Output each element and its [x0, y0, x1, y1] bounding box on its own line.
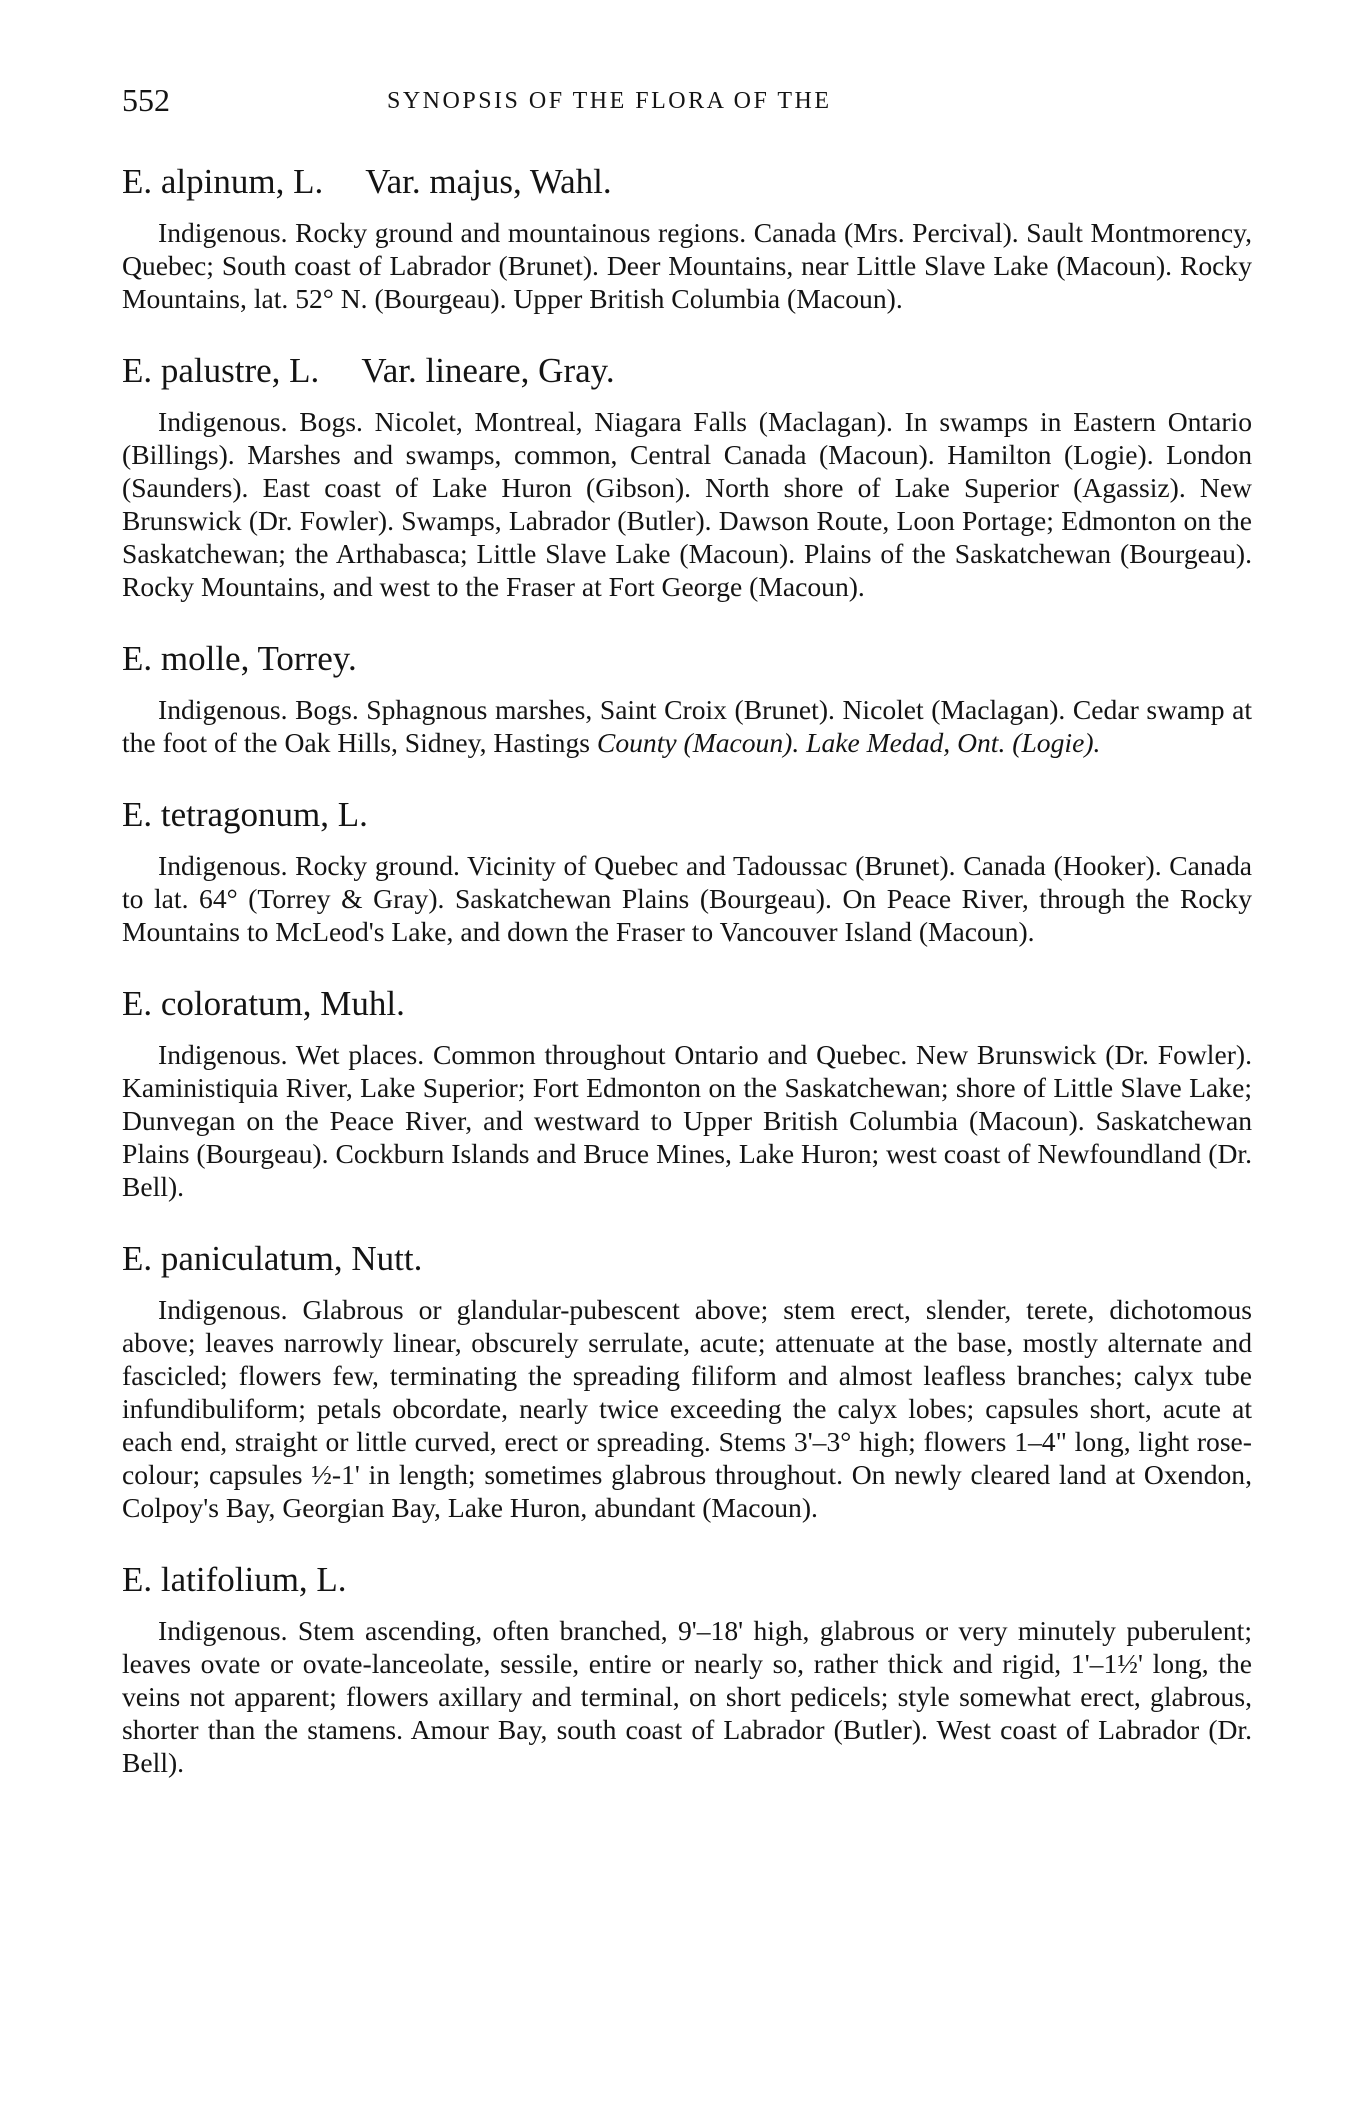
species-description: Indigenous. Wet places. Common throughout Ontario and Quebec. New Brunswick (Dr. Fowler). Kaministiquia River, Lake Superior; Fort Edmonton on the Saskatchewan; shore of Little Slave Lake; Dunvegan on the Peace River, and westward to Upper British Columbia (Macoun). Saskatchewan Plains (Bourgeau). Cockburn Islands and Bruce Mines, Lake Huron; west coast of Newfoundland (Dr. Bell).	[122, 1039, 1252, 1202]
species-name: E. latifolium, L.	[122, 1560, 347, 1599]
species-name: E. coloratum, Muhl.	[122, 984, 405, 1023]
running-title: SYNOPSIS OF THE FLORA OF THE	[387, 88, 832, 114]
species-name: E. palustre, L.	[122, 351, 320, 390]
page-number: 552	[122, 82, 170, 118]
species-variety: Var. majus, Wahl.	[365, 162, 612, 201]
species-heading	[122, 637, 1252, 681]
species-name: E. molle, Torrey.	[122, 639, 357, 678]
species-entry-alpinum	[122, 160, 1252, 315]
species-description: Indigenous. Rocky ground. Vicinity of Quebec and Tadoussac (Brunet). Canada (Hooker). Canada to lat. 64° (Torrey & Gray). Saskatchewan Plains (Bourgeau). On Peace River, through the Rocky Mountains to McLeod's Lake, and down the Fraser to Vancouver Island (Macoun).	[122, 850, 1252, 947]
species-heading	[122, 160, 1252, 204]
species-entry-palustre	[122, 349, 1252, 603]
species-entry-molle	[122, 637, 1252, 759]
species-description-text: Indigenous. Bogs. Sphagnous marshes, Saint Croix (Brunet). Nicolet (Maclagan). Cedar swamp at the foot of the Oak Hills, Sidney, Hastings	[122, 694, 1252, 758]
species-heading	[122, 1558, 1252, 1602]
species-entry-tetragonum	[122, 793, 1252, 948]
species-entry-coloratum	[122, 982, 1252, 1203]
species-entry-paniculatum	[122, 1237, 1252, 1524]
species-heading	[122, 793, 1252, 837]
species-heading	[122, 349, 1252, 393]
species-description: Indigenous. Glabrous or glandular-pubescent above; stem erect, slender, terete, dichotomous above; leaves narrowly linear, obscurely serrulate, acute; attenuate at the base, mostly alternate and fascicled; flowers few, terminating the spreading filiform and almost leafless branches; calyx tube infundibuliform; petals obcordate, nearly twice exceeding the calyx lobes; capsules short, acute at each end, straight or little curved, erect or spreading. Stems 3'–3° high; flowers 1–4" long, light rose-colour; capsules ½-1' in length; sometimes glabrous throughout. On newly cleared land at Oxendon, Colpoy's Bay, Georgian Bay, Lake Huron, abundant (Macoun).	[122, 1294, 1252, 1523]
species-name: E. tetragonum, L.	[122, 795, 368, 834]
species-description: Indigenous. Rocky ground and mountainous regions. Canada (Mrs. Percival). Sault Montmorency, Quebec; South coast of Labrador (Brunet). Deer Mountains, near Little Slave Lake (Macoun). Rocky Mountains, lat. 52° N. (Bourgeau). Upper British Columbia (Macoun).	[122, 217, 1252, 314]
species-name: E. alpinum, L.	[122, 162, 324, 201]
species-description	[122, 693, 1252, 759]
species-name: E. paniculatum, Nutt.	[122, 1239, 423, 1278]
species-variety: Var. lineare, Gray.	[361, 351, 615, 390]
species-description: Indigenous. Bogs. Nicolet, Montreal, Niagara Falls (Maclagan). In swamps in Eastern Ontario (Billings). Marshes and swamps, common, Central Canada (Macoun). Hamilton (Logie). London (Saunders). East coast of Lake Huron (Gibson). North shore of Lake Superior (Agassiz). New Brunswick (Dr. Fowler). Swamps, Labrador (Butler). Dawson Route, Loon Portage; Edmonton on the Saskatchewan; the Arthabasca; Little Slave Lake (Macoun). Plains of the Saskatchewan (Bourgeau). Rocky Mountains, and west to the Fraser at Fort George (Macoun).	[122, 406, 1252, 602]
species-description: Indigenous. Stem ascending, often branched, 9'–18' high, glabrous or very minutely puberulent; leaves ovate or ovate-lanceolate, sessile, entire or nearly so, rather thick and rigid, 1'–1½' long, the veins not apparent; flowers axillary and terminal, on short pedicels; style somewhat erect, glabrous, shorter than the stamens. Amour Bay, south coast of Labrador (Butler). West coast of Labrador (Dr. Bell).	[122, 1615, 1252, 1778]
species-heading	[122, 982, 1252, 1026]
species-heading	[122, 1237, 1252, 1281]
species-description-italic: County (Macoun). Lake Medad, Ont. (Logie).	[596, 727, 1101, 758]
species-entry-latifolium	[122, 1558, 1252, 1779]
page-header	[122, 82, 1252, 126]
page-content	[122, 160, 1252, 1779]
